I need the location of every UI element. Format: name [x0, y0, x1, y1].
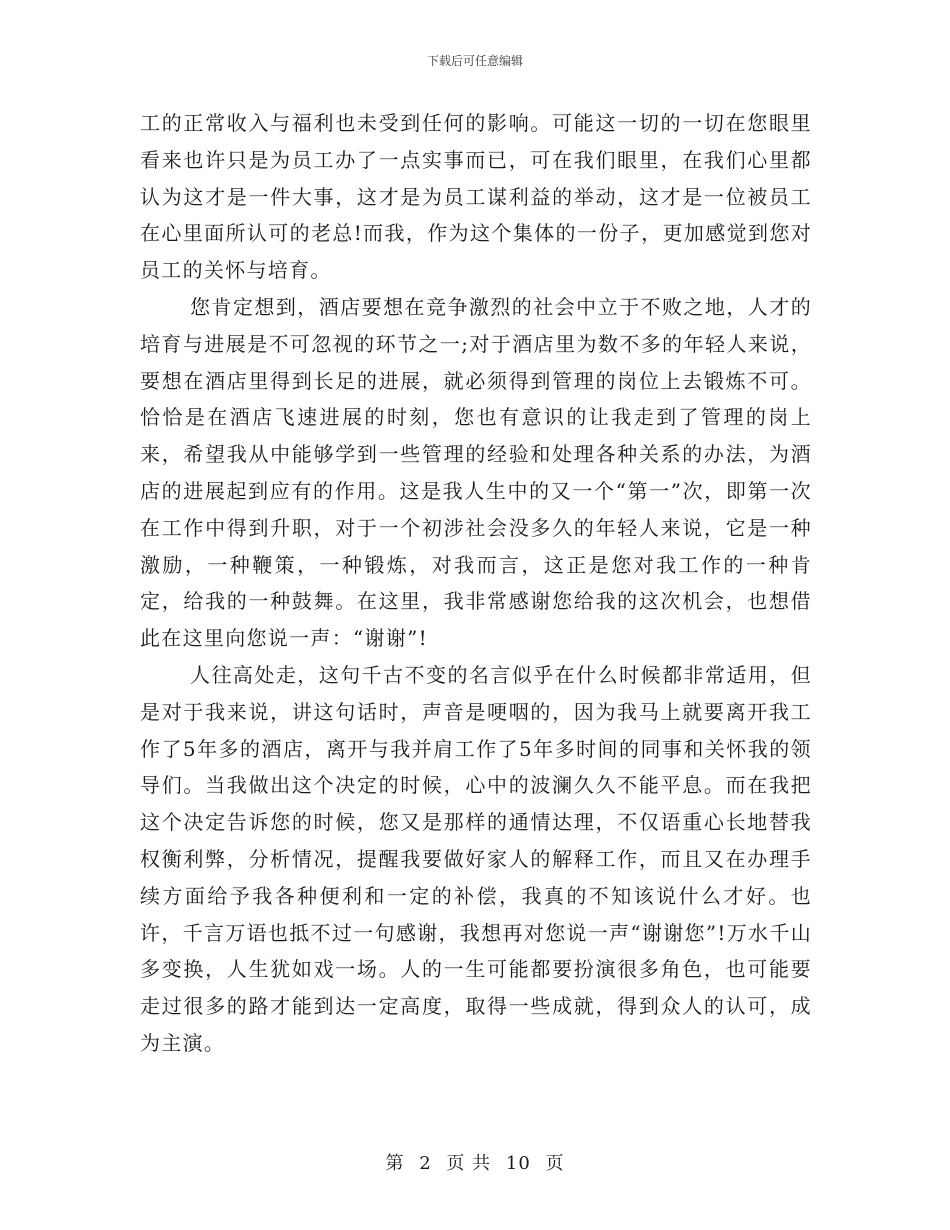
footer-prefix: 第: [385, 1153, 405, 1174]
page-header: 下载后可任意编辑: [426, 54, 523, 68]
footer-middle: 页 共: [446, 1153, 492, 1174]
footer-total-pages: 10: [505, 1153, 531, 1174]
paragraph-3: 人往高处走，这句千古不变的名言似乎在什么时候都非常适用，但是对于我来说，讲这句话时，声音是哽咽的，因为我马上就要离开我工作了5年多的酒店，离开与我并肩工作了5年多时间的同事和关怀我的领导们。当我做出这个决定的时候，心中的波澜久久不能平息。而在我把这个决定告诉您的时候，您又是那样的通情达理，不仅语重心长地替我权衡利弊，分析情况，提醒我要做好家人的解释工作，而且又在办理手续方面给予我各种便利和一定的补偿，我真的不知该说什么才好。也许，千言万语也抵不过一句感谢，我想再对您说一声“谢谢您”!万水千山多变换，人生犹如戏一场。人的一生可能都要扮演很多角色，也可能要走过很多的路才能到达一定高度，取得一些成就，得到众人的认可，成为主演。: [140, 662, 812, 1055]
footer-suffix: 页: [545, 1153, 565, 1174]
page-footer: [0, 1153, 950, 1175]
document-body: [140, 105, 812, 1062]
footer-page-number: 2: [419, 1153, 432, 1174]
paragraph-1: 工的正常收入与福利也未受到任何的影响。可能这一切的一切在您眼里看来也许只是为员工办了一点实事而已，可在我们眼里，在我们心里都认为这才是一件大事，这才是为员工谋利益的举动，这才是一位被员工在心里面所认可的老总!而我，作为这个集体的一份子，更加感觉到您对员工的关怀与培育。: [140, 111, 812, 283]
paragraph-2: 您肯定想到，酒店要想在竞争激烈的社会中立于不败之地，人才的培育与进展是不可忽视的环节之一;对于酒店里为数不多的年轻人来说，要想在酒店里得到长足的进展，就必须得到管理的岗位上去锻炼不可。恰恰是在酒店飞速进展的时刻，您也有意识的让我走到了管理的岗上来，希望我从中能够学到一些管理的经验和处理各种关系的办法，为酒店的进展起到应有的作用。这是我人生中的又一个“第一”次，即第一次在工作中得到升职，对于一个初涉社会没多久的年轻人来说，它是一种激励，一种鞭策，一种锻炼，对我而言，这正是您对我工作的一种肯定，给我的一种鼓舞。在这里，我非常感谢您给我的这次机会，也想借此在这里向您说一声：“谢谢”!: [140, 294, 812, 651]
